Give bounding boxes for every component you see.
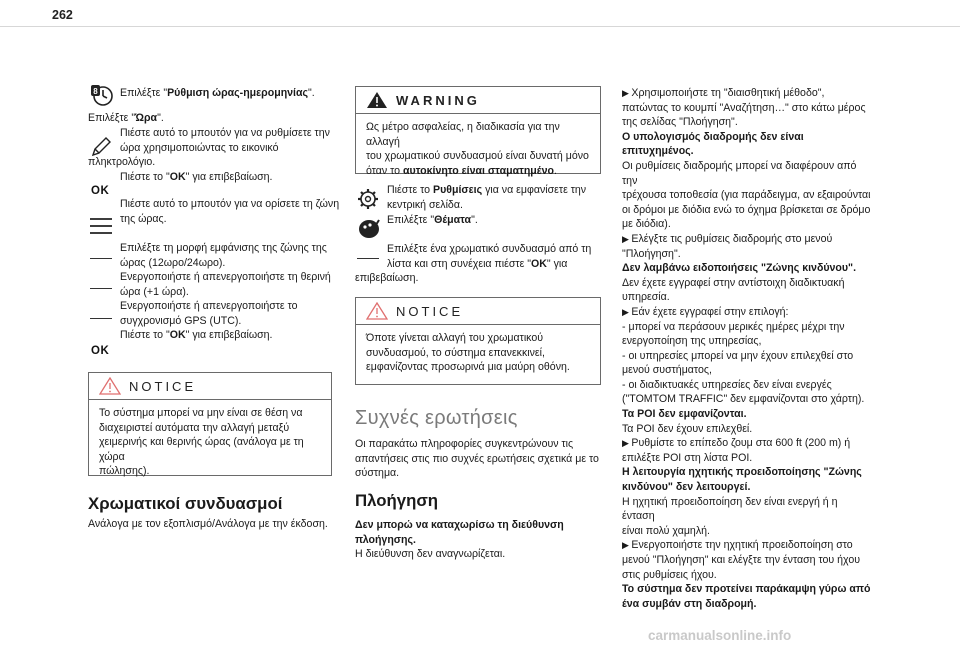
col1-dst-text: Ενεργοποιήστε ή απενεργοποιήστε τη θερινή ώρα (+1 ώρα). [120,271,331,298]
col1-confirm-2: Πιέστε το "OK" για επιβεβαίωση. [120,329,273,341]
faq-answer-line: Τα POI δεν έχουν επιλεχθεί. [622,422,753,435]
nav-question-1: Δεν μπορώ να καταχωρίσω τη διεύθυνση πλοήγησης. [355,519,564,546]
faq-answer-line: Οι ρυθμίσεις διαδρομής μπορεί να διαφέρουν από την [622,159,857,187]
col2-warning-box [355,86,601,177]
ok-button-icon: OK [91,185,110,197]
faq-answer-line: μενού συστήματος, [622,364,712,377]
warning-header [356,87,600,114]
col2-notice-box [355,297,601,385]
faq-answer-line: ▶ Ενεργοποιήστε την ηχητική προειδοποίηση στο [622,539,853,552]
faq-answer-line: ▶ Ρυθμίστε το επίπεδο ζουμ στα 600 ft (200 m) ή [622,437,851,450]
notice-body-2: Όποτε γίνεται αλλαγή του χρωματικού συνδυασμού, το σύστημα επανεκκινεί, εμφανίζοντας προσωρινά μια μαύρη οθόνη. [366,332,570,374]
col1-format-text: Επιλέξτε τη μορφή εμφάνισης της ζώνης της ώρας (12ωρο/24ωρο). [120,242,327,269]
faq-answer-line: ▶ Ελέγξτε τις ρυθμίσεις διαδρομής στο μενού [622,232,833,245]
faq-question-line: κινδύνου" δεν λειτουργεί. [622,481,751,494]
col2-settings-text: Πιέστε το Ρυθμίσεις για να εμφανίσετε την κεντρική σελίδα. [387,184,587,211]
faq-answer-line: είναι πολύ χαμηλή. [622,524,710,537]
faq-answer-line: "Πλοήγηση". [622,247,681,260]
faq-question-line: Το σύστημα δεν προτείνει παράκαμψη γύρω από [622,583,871,596]
faq-answer-line: της σελίδας "Πλοήγηση". [622,116,738,129]
dst-toggle-icon [90,288,112,289]
notice-header-2 [356,298,600,325]
col1-keyboard-text: πληκτρολόγιο. [88,156,156,168]
col1-select-time: Επιλέξτε "Ώρα". [88,112,164,124]
faq-answer-line: πατώντας το κουμπί "Αναζήτηση…" στο κάτω μέρος [622,101,866,114]
notice-body: Το σύστημα μπορεί να μην είναι σε θέση να διαχειριστεί αυτόματα την αλλαγή μεταξύ χειμερινής και θερινής ώρας (ανάλογα με τη χώρα πώλησης). [99,407,304,478]
format-toggle-icon [90,258,112,259]
warning-triangle-icon-2 [366,302,388,320]
faq-answer-line: ▶ Χρησιμοποιήστε τη "διαισθητική μέθοδο", [622,87,825,99]
col1-timezone-text: Πιέστε αυτό το μπουτόν για να ορίσετε τη ζώνη της ώρας. [120,198,340,225]
color-schemes-heading: Χρωματικοί συνδυασμοί [88,494,283,513]
col2-themes-text: Επιλέξτε "Θέματα". [387,214,478,226]
faq-answer-line: Η ηχητική προειδοποίηση δεν είναι ενεργή ή η ένταση [622,495,838,523]
col2-confirm-text: επιβεβαίωση. [355,272,419,284]
faq-question-line: ένα συμβάν στη διαδρομή. [622,597,757,610]
arrow-bullet-icon: ▶ [622,306,632,317]
arrow-bullet-icon: ▶ [622,88,632,98]
faq-answer-line: τρέχουσα τοποθεσία (για παράδειγμα, αν εξαιρούνται [622,189,871,202]
warning-triangle-filled-icon [366,91,388,109]
notice-title-2: NOTICE [396,303,464,319]
notice-header [89,373,331,400]
notice-title: NOTICE [129,378,197,394]
ok-button-icon-2: OK [91,345,110,357]
clock-settings-icon [88,82,114,108]
navigation-heading: Πλοήγηση [355,491,439,510]
col2-choose-scheme-text: Επιλέξτε ένα χρωματικό συνδυασμό από τη λίστα και στη συνέχεια πιέστε "OK" για [387,243,592,270]
faq-answer-line: ("TOMTOM TRAFFIC" δεν εμφανίζονται στο χάρτη). [622,393,865,406]
warning-triangle-icon [99,377,121,395]
col3-faq-list [622,86,872,611]
menu-icon [88,214,114,240]
faq-question-line: Τα POI δεν εμφανίζονται. [622,408,747,421]
faq-question-line: Ο υπολογισμός διαδρομής δεν είναι επιτυχημένος. [622,130,804,158]
faq-intro: Οι παρακάτω πληροφορίες συγκεντρώνουν τις απαντήσεις στις πιο συχνές ερωτήσεις σχετικά με το σύστημα. [355,438,599,480]
faq-answer-line: στις ρυθμίσεις ήχου. [622,568,717,581]
col1-notice-box [88,372,332,476]
faq-question-line: Δεν λαμβάνω ειδοποιήσεις "Ζώνης κινδύνου". [622,262,857,275]
gear-icon [355,186,381,212]
gps-sync-toggle-icon [90,318,112,319]
warning-body: Ως μέτρο ασφαλείας, η διαδικασία για την αλλαγή του χρωματικού συνδυασμού είναι δυνατή μόνο όταν το αυτοκίνητο είναι σταματημένο. [366,121,589,177]
faq-answer-line: ενεργοποίηση της υπηρεσίας, [622,335,762,348]
col1-edit-text: Πιέστε αυτό το μπουτόν για να ρυθμίσετε την ώρα χρησιμοποιώντας το εικονικό [120,127,330,154]
faq-answer-line: μενού "Πλοήγηση" και ελέγξτε την ένταση του ήχου [622,554,861,566]
header-divider [0,26,960,27]
faq-answer-line: Δεν έχετε εγγραφεί στην αντίστοιχη διαδικτυακή [622,276,845,289]
faq-answer-line: - μπορεί να περάσουν μερικές ημέρες μέχρι την [622,320,845,333]
faq-answer-line: - οι υπηρεσίες μπορεί να μην έχουν επιλεχθεί στο [622,349,854,362]
faq-question-line: Η λειτουργία ηχητικής προειδοποίησης "Ζώνης [622,466,862,479]
arrow-bullet-icon: ▶ [622,438,632,449]
faq-heading: Συχνές ερωτήσεις [355,407,518,429]
col1-select-time-date: Επιλέξτε "Ρύθμιση ώρας-ημερομηνίας". [120,87,315,99]
warning-title: WARNING [396,92,480,108]
faq-answer-line: με διόδια). [622,218,671,231]
themes-palette-icon [357,216,381,240]
svg-text:8: 8 [93,87,98,96]
color-scheme-select-icon [357,258,379,259]
faq-answer-line: ▶ Εάν έχετε εγγραφεί στην επιλογή: [622,305,789,318]
col1-gps-text: Ενεργοποιήστε ή απενεργοποιήστε το συγχρονισμό GPS (UTC). [120,300,298,327]
arrow-bullet-icon: ▶ [622,540,632,551]
faq-answer-line: υπηρεσία. [622,291,670,304]
faq-answer-line: επιλέξτε POI στη λίστα POI. [622,451,753,464]
faq-answer-line: - οι διαδικτυακές υπηρεσίες δεν είναι ενεργές [622,378,832,391]
watermark: carmanualsonline.info [648,628,792,643]
color-schemes-text: Ανάλογα με τον εξοπλισμό/Ανάλογα με την έκδοση. [88,518,328,530]
faq-answer-line: οι δρόμοι με διόδια ενώ το όχημα βρίσκεται σε δρόμο [622,203,871,216]
page-number: 262 [52,8,73,22]
col1-confirm-1: Πιέστε το "OK" για επιβεβαίωση. [120,171,273,183]
nav-answer-1: Η διεύθυνση δεν αναγνωρίζεται. [355,548,506,560]
arrow-bullet-icon: ▶ [622,233,632,244]
